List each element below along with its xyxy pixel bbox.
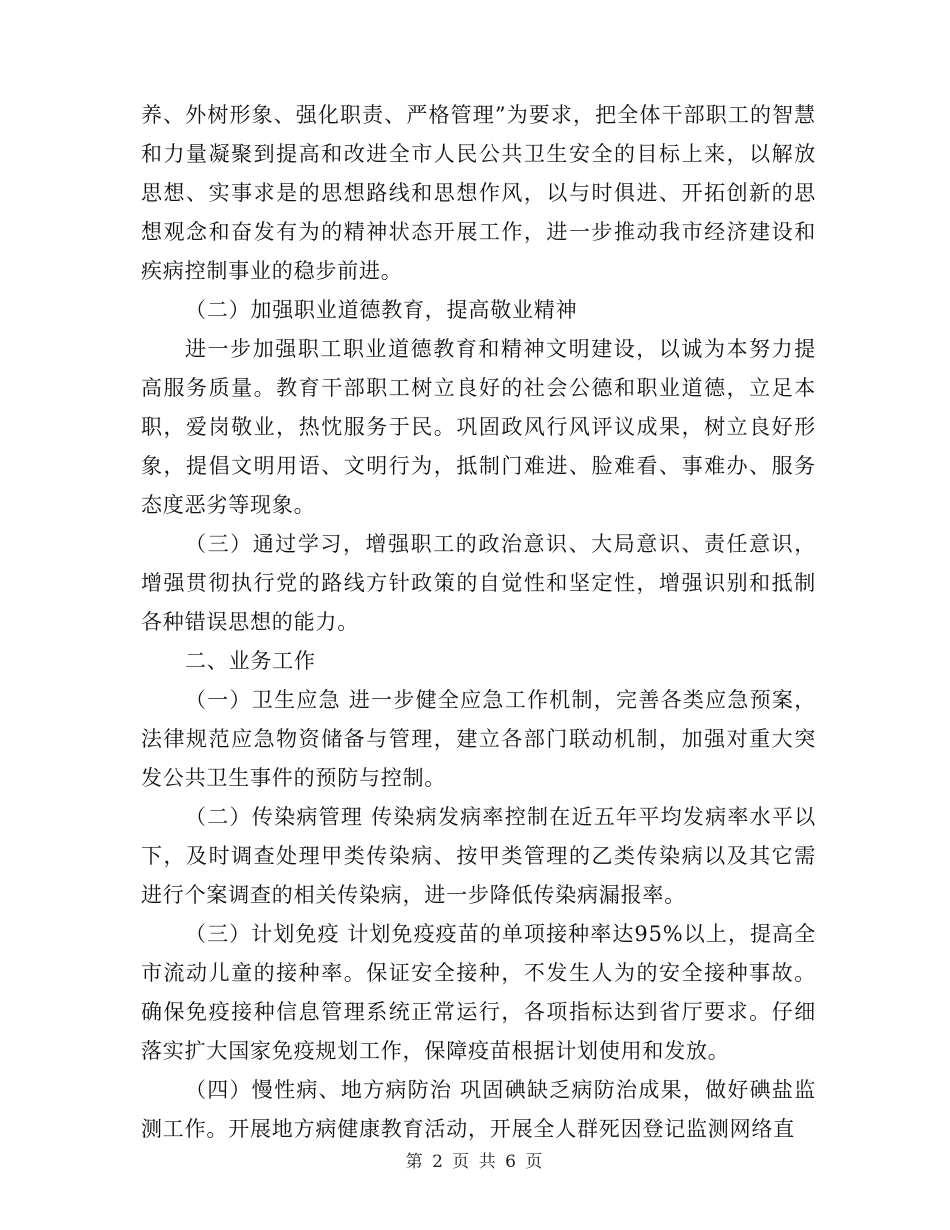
paragraph: （三）计划免疫 计划免疫疫苗的单项接种率达95%以上，提高全市流动儿童的接种率。保证安全接种，不发生人为的安全接种事故。确保免疫接种信息管理系统正常运行，各项指标达到省厅要求。仔细落实扩大国家免疫规划工作，保障疫苗根据计划使用和发放。 (141, 922, 816, 1063)
section-heading: 二、业务工作 (185, 649, 316, 673)
paragraph: （二）传染病管理 传染病发病率控制在近五年平均发病率水平以下，及时调查处理甲类传染病、按甲类管理的乙类传染病以及其它需进行个案调查的相关传染病，进一步降低传染病漏报率。 (141, 805, 816, 907)
paragraph: （三）通过学习，增强职工的政治意识、大局意识、责任意识，增强贯彻执行党的路线方针政策的自觉性和坚定性，增强识别和抵制各种错误思想的能力。 (141, 532, 816, 634)
paragraph: 进一步加强职工职业道德教育和精神文明建设，以诚为本努力提高服务质量。教育干部职工树立良好的社会公德和职业道德，立足本职，爱岗敬业，热忱服务于民。巩固政风行风评议成果，树立良好形象，提倡文明用语、文明行为，抵制门难进、脸难看、事难办、服务态度恶劣等现象。 (141, 337, 816, 517)
paragraph: （四）慢性病、地方病防治 巩固碘缺乏病防治成果，做好碘盐监测工作。开展地方病健康教育活动，开展全人群死因登记监测网络直 (141, 1078, 816, 1141)
document-body (141, 96, 816, 1149)
paragraph: 养、外树形象、强化职责、严格管理”为要求，把全体干部职工的智慧和力量凝聚到提高和改进全市人民公共卫生安全的目标上来，以解放思想、实事求是的思想路线和思想作风，以与时俱进、开拓创新的思想观念和奋发有为的精神状态开展工作，进一步推动我市经济建设和疾病控制事业的稳步前进。 (141, 103, 816, 283)
page-number: 第 2 页 共 6 页 (405, 1152, 545, 1172)
section-heading: （二）加强职业道德教育，提高敬业精神 (185, 298, 578, 322)
paragraph: （一）卫生应急 进一步健全应急工作机制，完善各类应急预案，法律规范应急物资储备与管理，建立各部门联动机制，加强对重大突发公共卫生事件的预防与控制。 (141, 688, 816, 790)
